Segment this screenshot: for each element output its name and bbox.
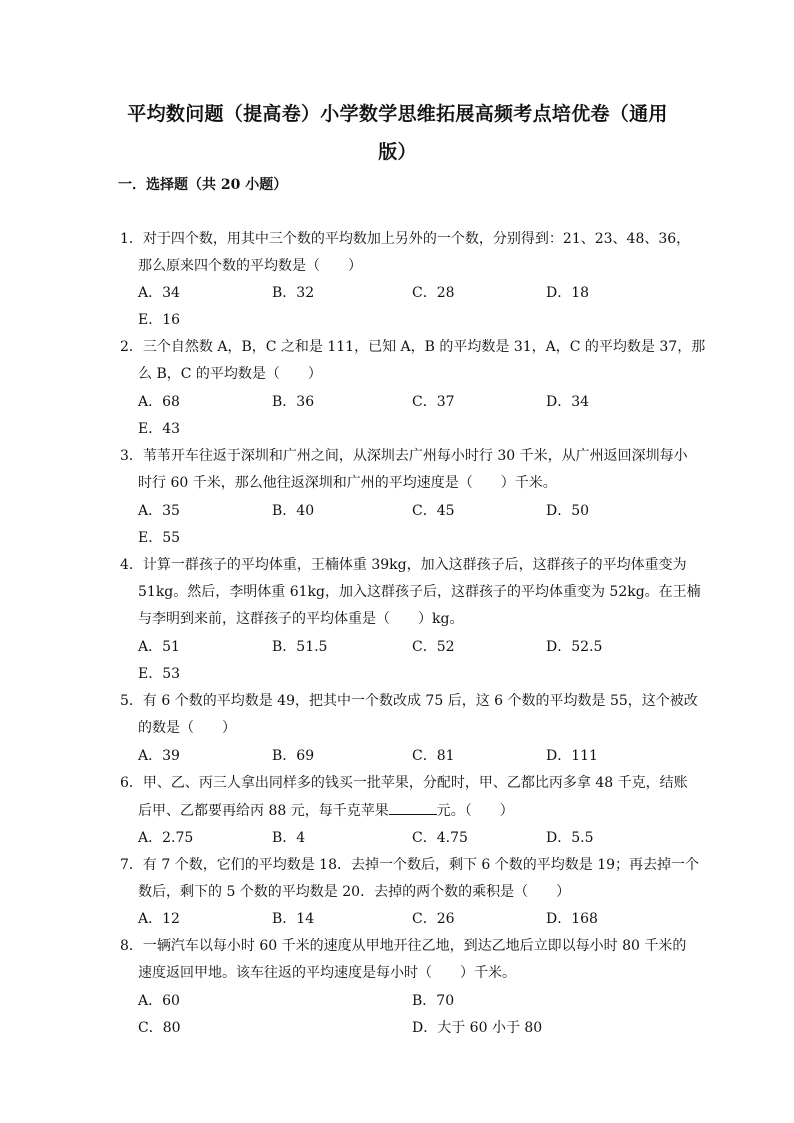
question-1-option-d: D．18 xyxy=(546,285,590,301)
question-4-option-c: C．52 xyxy=(412,639,455,655)
question-8-line-2: 速度返回甲地。该车往返的平均速度是每小时（ ）千米。 xyxy=(138,965,516,981)
title-line-2: 版） xyxy=(378,141,417,163)
question-4-option-a: A．51 xyxy=(138,639,180,655)
question-6-option-d: D．5.5 xyxy=(546,830,594,846)
question-3-option-d: D．50 xyxy=(546,503,590,519)
question-8-option-d: D．大于 60 小于 80 xyxy=(412,1020,543,1036)
question-7-line-1: 7．有 7 个数，它们的平均数是 18．去掉一个数后，剩下 6 个数的平均数是 19；再去掉一个 xyxy=(120,857,700,873)
question-6-option-c: C．4.75 xyxy=(412,830,468,846)
question-6-line-2-tail: 元。（ ） xyxy=(436,803,514,819)
question-2-line-2: 么 B，C 的平均数是（ ） xyxy=(138,366,322,382)
question-1-option-c: C．28 xyxy=(412,285,455,301)
question-3-line-2: 时行 60 千米，那么他往返深圳和广州的平均速度是（ ）千米。 xyxy=(138,475,557,491)
question-1-line-1: 1．对于四个数，用其中三个数的平均数加上另外的一个数，分别得到：21、23、48、36， xyxy=(120,231,691,247)
question-8-line-1: 8．一辆汽车以每小时 60 千米的速度从甲地开往乙地，到达乙地后立即以每小时 80 千米的 xyxy=(120,938,687,954)
question-5-option-c: C．81 xyxy=(412,748,455,764)
question-3-option-a: A．35 xyxy=(138,503,180,519)
question-6-line-2-text: 后甲、乙都要再给丙 88 元，每千克苹果 xyxy=(138,803,389,819)
section-heading: 一．选择题（共 20 小题） xyxy=(118,177,288,193)
question-8-option-a: A．60 xyxy=(138,993,180,1009)
question-7-option-b: B．14 xyxy=(272,911,315,927)
question-2-option-a: A．68 xyxy=(138,394,180,410)
question-7-option-a: A．12 xyxy=(138,911,180,927)
question-4-option-d: D．52.5 xyxy=(546,639,603,655)
question-7-line-2: 数后，剩下的 5 个数的平均数是 20．去掉的两个数的乘积是（ ） xyxy=(138,884,571,900)
question-1-line-2: 那么原来四个数的平均数是（ ） xyxy=(138,258,362,274)
question-3-option-e: E．55 xyxy=(138,530,181,546)
question-4-option-b: B．51.5 xyxy=(272,639,328,655)
question-6-option-b: B．4 xyxy=(272,830,306,846)
question-5-line-2: 的数是（ ） xyxy=(138,720,236,736)
question-7-option-d: D．168 xyxy=(546,911,598,927)
question-6-line-2 xyxy=(138,800,514,821)
question-2-option-e: E．43 xyxy=(138,421,181,437)
question-1-option-b: B．32 xyxy=(272,285,315,301)
question-2-line-1: 2．三个自然数 A，B，C 之和是 111，已知 A，B 的平均数是 31，A，C 的平均数是 37，那 xyxy=(120,339,706,355)
question-1-option-e: E．16 xyxy=(138,312,181,328)
question-7-option-c: C．26 xyxy=(412,911,455,927)
question-5-line-1: 5．有 6 个数的平均数是 49，把其中一个数改成 75 后，这 6 个数的平均数是 55，这个被改 xyxy=(120,693,698,709)
question-3-option-b: B．40 xyxy=(272,503,315,519)
question-8-option-b: B．70 xyxy=(412,993,455,1009)
question-2-option-b: B．36 xyxy=(272,394,315,410)
question-4-line-3: 与李明到来前，这群孩子的平均体重是（ ）kg。 xyxy=(138,611,464,627)
question-3-line-1: 3．苇苇开车往返于深圳和广州之间，从深圳去广州每小时行 30 千米，从广州返回深圳每小 xyxy=(120,448,688,464)
question-4-option-e: E．53 xyxy=(138,666,181,682)
question-3-option-c: C．45 xyxy=(412,503,455,519)
answer-blank xyxy=(389,800,437,815)
question-2-option-d: D．34 xyxy=(546,394,590,410)
page-title xyxy=(110,95,685,171)
question-8-option-c: C．80 xyxy=(138,1020,181,1036)
question-5-option-a: A．39 xyxy=(138,748,180,764)
title-line-1: 平均数问题（提高卷）小学数学思维拓展高频考点培优卷（通用 xyxy=(127,103,668,125)
question-2-option-c: C．37 xyxy=(412,394,455,410)
question-5-option-d: D．111 xyxy=(546,748,598,764)
question-4-line-2: 51kg。然后，李明体重 61kg，加入这群孩子后，这群孩子的平均体重变为 52kg。在王楠 xyxy=(138,584,701,600)
question-6-option-a: A．2.75 xyxy=(138,830,194,846)
question-4-line-1: 4．计算一群孩子的平均体重，王楠体重 39kg，加入这群孩子后，这群孩子的平均体重变为 xyxy=(120,557,687,573)
question-5-option-b: B．69 xyxy=(272,748,315,764)
question-6-line-1: 6．甲、乙、丙三人拿出同样多的钱买一批苹果，分配时，甲、乙都比丙多拿 48 千克，结账 xyxy=(120,775,688,791)
question-1-option-a: A．34 xyxy=(138,285,180,301)
